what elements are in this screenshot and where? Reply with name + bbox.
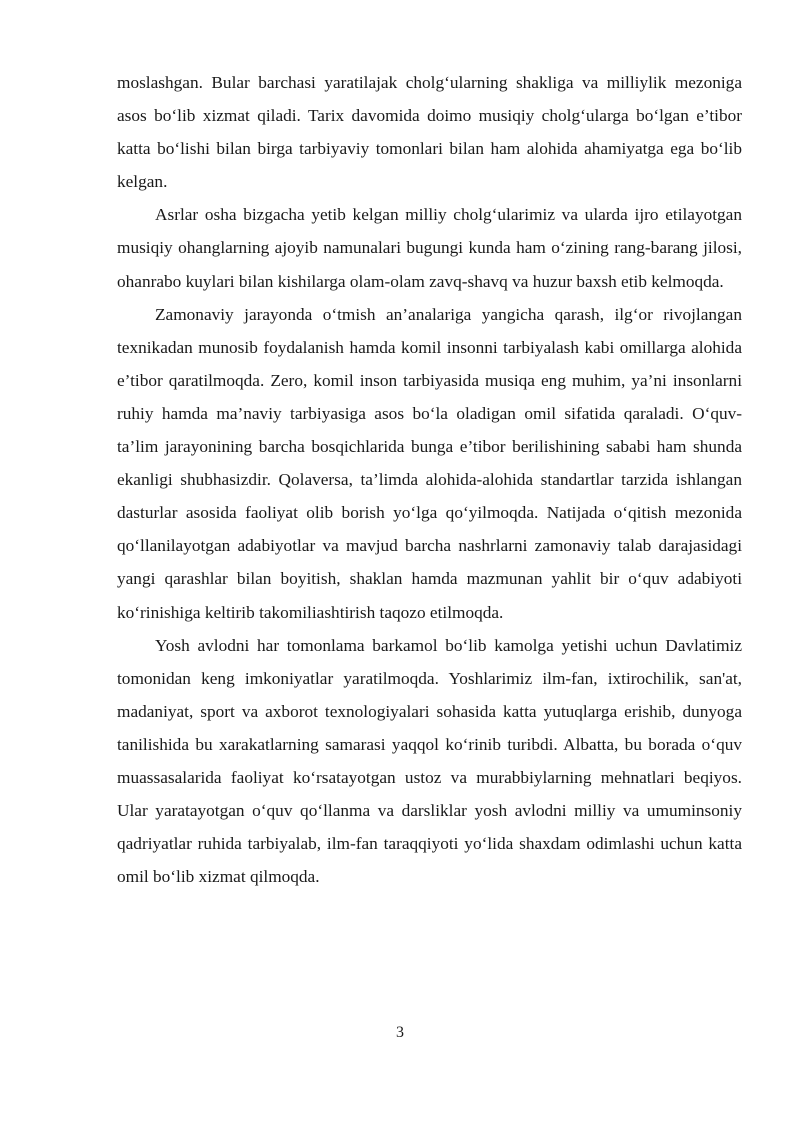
- page-number: 3: [396, 1024, 404, 1041]
- paragraph-2: Asrlar osha bizgacha yetib kelgan milliy cholg‘ularimiz va ularda ijro etilayotgan musiqiy ohanglarning ajoyib namunalari bugungi kunda ham o‘zining rang-barang jilosi, ohanrabo kuylari bilan kishilarga olam-olam zavq-shavq va huzur baxsh etib kelmoqda.: [117, 205, 742, 291]
- paragraph-3: Zamonaviy jarayonda o‘tmish an’analariga yangicha qarash, ilg‘or rivojlangan texnikadan munosib foydalanish hamda komil insonni tarbiyalash kabi omillarga alohida e’tibor qaratilmoqda. Zero, komil inson tarbiyasida musiqa eng muhim, ya’ni insonlarni ruhiy hamda ma’naviy tarbiyasiga asos bo‘la oladigan omil sifatida qaraladi. O‘quv-ta’lim jarayonining barcha bosqichlarida bunga e’tibor berilishining sababi ham shunda ekanligi shubhasizdir. Qolaversa, ta’limda alohida-alohida standartlar tarzida ishlangan dasturlar asosida faoliyat olib borish yo‘lga qo‘yilmoqda. Natijada o‘qitish mezonida qo‘llanilayotgan adabiyotlar va mavjud barcha nashrlarni zamonaviy talab darajasidagi yangi qarashlar bilan boyitish, shaklan hamda mazmunan yahlit bir o‘quv adabiyoti ko‘rinishiga keltirib takomiliashtirish taqozo etilmoqda.: [117, 304, 742, 622]
- paragraph-4: Yosh avlodni har tomonlama barkamol bo‘lib kamolga yetishi uchun Davlatimiz tomonidan keng imkoniyatlar yaratilmoqda. Yoshlarimiz ilm-fan, ixtirochilik, san'at, madaniyat, sport va axborot texnologiyalari sohasida katta yutuqlarga erishib, dunyoga tanilishida bu xarakatlarning samarasi yaqqol ko‘rinib turibdi. Albatta, bu borada o‘quv muassasalarida faoliyat ko‘rsatayotgan ustoz va murabbiylarning mehnatlari beqiyos. Ular yaratayotgan o‘quv qo‘llanma va darsliklar yosh avlodni milliy va umuminsoniy qadriyatlar ruhida tarbiyalab, ilm-fan taraqqiyoti yo‘lida shaxdam odimlashi uchun katta omil bo‘lib xizmat qilmoqda.: [117, 635, 742, 887]
- paragraph-1: moslashgan. Bular barchasi yaratilajak cholg‘ularning shakliga va milliylik mezoniga asos bo‘lib xizmat qiladi. Tarix davomida doimo musiqiy cholg‘ularga bo‘lgan e’tibor katta bo‘lishi bilan birga tarbiyaviy tomonlari bilan ham alohida ahamiyatga ega bo‘lib kelgan.: [117, 73, 742, 192]
